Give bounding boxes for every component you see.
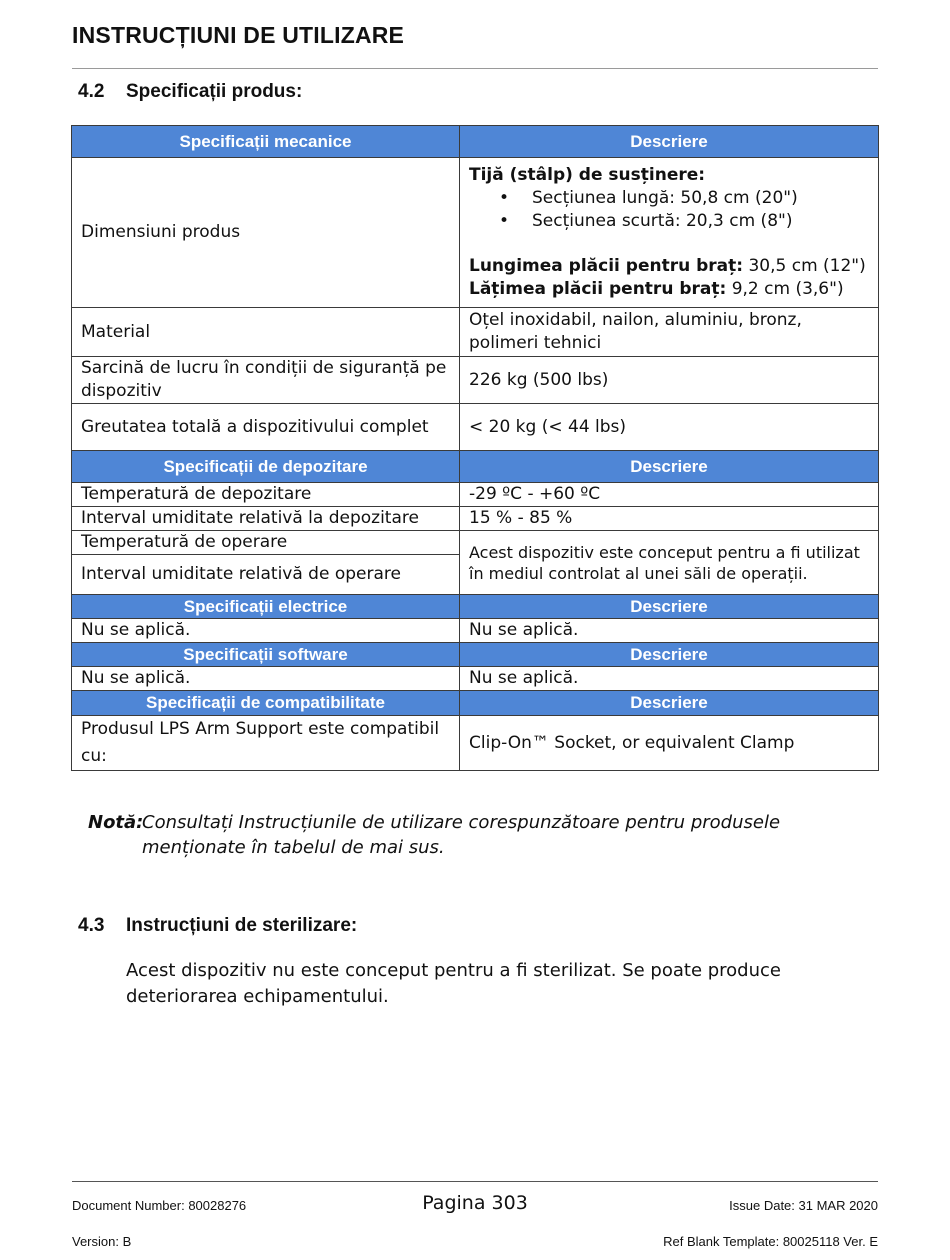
storage-humidity-label: Interval umiditate relativă la depozitare (72, 507, 460, 531)
table-row (72, 308, 879, 357)
note-label: Notă: (88, 812, 144, 833)
note-text: Consultați Instrucțiunile de utilizare corespunzătoare pentru produsele menționate în tabelul de mai sus. (142, 812, 781, 858)
electrical-label: Nu se aplică. (72, 619, 460, 643)
list-item: • Secțiunea scurtă: 20,3 cm (8") (499, 210, 869, 233)
description-header: Descriere (460, 595, 879, 619)
support-rod-title: Tijă (stâlp) de susținere: (469, 165, 706, 185)
table-header-row (72, 691, 879, 716)
material-value: Oțel inoxidabil, nailon, aluminiu, bronz, polimeri tehnici (460, 308, 879, 357)
section-4-2-heading (78, 81, 302, 103)
table-row (72, 531, 879, 555)
section-title: Instrucțiuni de sterilizare: (126, 915, 358, 936)
version: Version: B (72, 1234, 132, 1249)
document-title: INSTRUCȚIUNI DE UTILIZARE (72, 22, 405, 48)
description-header: Descriere (460, 691, 879, 716)
table-row (72, 158, 879, 308)
software-specs-header: Specificații software (72, 643, 460, 667)
storage-humidity-value: 15 % - 85 % (460, 507, 879, 531)
material-label: Material (72, 308, 460, 357)
table-row (72, 483, 879, 507)
description-header: Descriere (460, 126, 879, 158)
compatibility-specs-header: Specificații de compatibilitate (72, 691, 460, 716)
storage-temp-label: Temperatură de depozitare (72, 483, 460, 507)
table-row (72, 619, 879, 643)
dimension-bullet-list (469, 187, 869, 233)
compatibility-label: Produsul LPS Arm Support este compatibil cu: (72, 716, 460, 771)
table-header-row (72, 643, 879, 667)
section-title: Specificații produs: (126, 81, 303, 102)
software-label: Nu se aplică. (72, 667, 460, 691)
table-row (72, 667, 879, 691)
document-number: Document Number: 80028276 (72, 1198, 247, 1213)
total-weight-label: Greutatea totală a dispozitivului complet (72, 404, 460, 451)
sterilization-text: Acest dispozitiv nu este conceput pentru a fi sterilizat. Se poate produce deteriorarea echipamentului. (126, 960, 781, 1007)
arm-plate-width: Lățimea plăcii pentru braț: 9,2 cm (3,6") (469, 279, 844, 299)
table-header-row (72, 595, 879, 619)
safe-load-value: 226 kg (500 lbs) (460, 357, 879, 404)
electrical-specs-header: Specificații electrice (72, 595, 460, 619)
ref-template: Ref Blank Template: 80025118 Ver. E (663, 1234, 878, 1249)
table-header-row (72, 451, 879, 483)
section-number: 4.3 (78, 915, 105, 936)
mechanical-specs-header: Specificații mecanice (72, 126, 460, 158)
list-item: • Secțiunea lungă: 50,8 cm (20") (499, 187, 869, 210)
dimensions-label: Dimensiuni produs (72, 158, 460, 308)
section-number: 4.2 (78, 81, 105, 102)
safe-load-label: Sarcină de lucru în condiții de siguranță pe dispozitiv (72, 357, 460, 404)
storage-specs-header: Specificații de depozitare (72, 451, 460, 483)
note (88, 810, 808, 860)
section-4-3-heading (78, 915, 357, 937)
table-row (72, 404, 879, 451)
operating-conditions-value: Acest dispozitiv este conceput pentru a fi utilizat în mediul controlat al unei săli de operații. (460, 531, 879, 595)
description-header: Descriere (460, 643, 879, 667)
page-footer (72, 1181, 878, 1252)
page-number: Pagina 303 (422, 1192, 528, 1214)
specifications-table (71, 125, 879, 771)
total-weight-value: < 20 kg (< 44 lbs) (460, 404, 879, 451)
arm-plate-length: Lungimea plăcii pentru braț: 30,5 cm (12") (469, 256, 866, 276)
issue-date: Issue Date: 31 MAR 2020 (729, 1198, 878, 1213)
table-row (72, 716, 879, 771)
operating-humidity-label: Interval umiditate relativă de operare (72, 555, 460, 595)
document-header (72, 22, 878, 69)
compatibility-value: Clip-On™ Socket, or equivalent Clamp (460, 716, 879, 771)
dimensions-value (460, 158, 879, 308)
electrical-value: Nu se aplică. (460, 619, 879, 643)
table-row (72, 507, 879, 531)
table-row (72, 357, 879, 404)
description-header: Descriere (460, 451, 879, 483)
software-value: Nu se aplică. (460, 667, 879, 691)
table-header-row (72, 126, 879, 158)
storage-temp-value: -29 ºC - +60 ºC (460, 483, 879, 507)
operating-temp-label: Temperatură de operare (72, 531, 460, 555)
